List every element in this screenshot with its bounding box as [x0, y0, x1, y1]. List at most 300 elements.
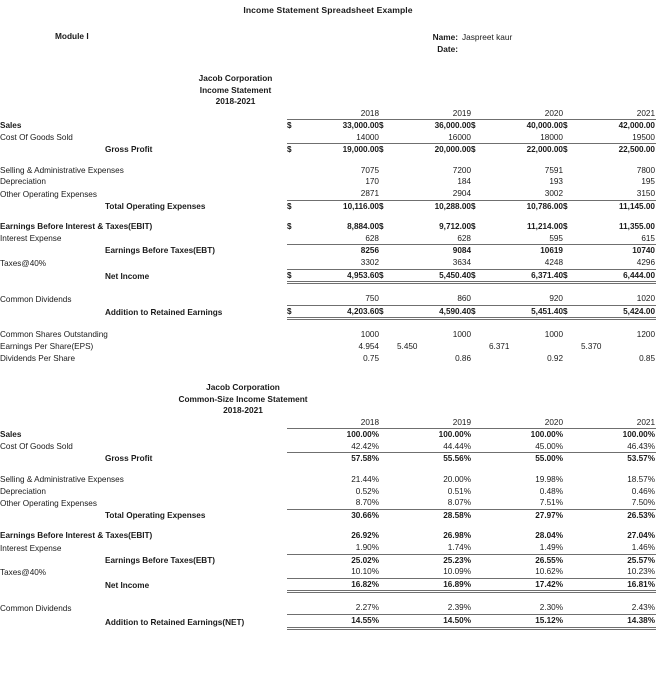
cell-2021: 1.46%	[631, 543, 655, 553]
cell-2018: 10.10%	[351, 567, 379, 577]
table-spacer-row	[0, 156, 656, 165]
pct-spacer-1	[379, 474, 397, 486]
cell-2019: 16000	[448, 132, 471, 142]
table-row	[0, 233, 656, 245]
table-row	[0, 353, 656, 365]
cell-2020: 18000	[540, 132, 563, 142]
spacer-cell	[0, 465, 656, 474]
cell-2018: 19,000.00	[305, 144, 379, 156]
income-statement-table	[0, 108, 656, 365]
pct-spacer-1	[379, 453, 397, 465]
cell-2021: 5.370	[581, 342, 602, 351]
date-value	[458, 43, 462, 55]
currency-symbol-3	[563, 329, 581, 341]
pct-spacer-2	[471, 554, 489, 566]
pct-spacer-1	[379, 602, 397, 614]
currency-symbol-3	[563, 233, 581, 245]
currency-symbol-0	[287, 293, 305, 305]
cell-2021: 7.50%	[631, 498, 655, 508]
row-label: Common Dividends	[0, 603, 72, 613]
row-label: Other Operating Expenses	[0, 189, 97, 199]
cell-2018: 4.954	[358, 342, 379, 351]
date-row	[427, 43, 512, 55]
cell-2018: 8,884.00	[347, 222, 379, 232]
cell-2021: 53.57%	[581, 453, 655, 465]
cell-2020: 17.42%	[489, 578, 563, 592]
pct-spacer-3	[563, 429, 581, 441]
pct-spacer-2	[471, 509, 489, 521]
pct-spacer-0	[287, 429, 305, 441]
name-label: Name:	[432, 32, 458, 42]
table-row	[0, 429, 656, 441]
pct-spacer-3	[563, 497, 581, 509]
currency-symbol-3	[563, 341, 581, 353]
cell-2020: 10,786.00	[489, 200, 563, 212]
header-currency-spacer-3	[563, 108, 581, 120]
pct-spacer-0	[287, 453, 305, 465]
row-label: Addition to Retained Earnings	[105, 308, 223, 318]
cell-2018: 0.75	[363, 353, 379, 363]
table-row	[0, 293, 656, 305]
name-value: Jaspreet kaur	[462, 32, 513, 42]
statement-1-period: 2018-2021	[215, 96, 256, 106]
column-header-s2-2018: 2018	[360, 417, 379, 427]
pct-spacer-1	[379, 497, 397, 509]
table-row	[0, 221, 656, 233]
table-spacer-row	[0, 319, 656, 330]
cell-2019: 7200	[452, 165, 471, 175]
pct-spacer-1	[379, 530, 397, 542]
pct-spacer-3	[563, 441, 581, 453]
cell-2021: 46.43%	[627, 441, 655, 451]
pct-spacer-1	[379, 566, 397, 578]
pct-spacer-3	[563, 578, 581, 592]
cell-2021: 10740	[581, 245, 655, 257]
row-label: Gross Profit	[105, 145, 153, 155]
statement-1-company: Jacob Corporation	[198, 73, 273, 83]
currency-symbol-2	[471, 245, 489, 257]
cell-2020: 15.12%	[489, 615, 563, 629]
cell-2019: 2.39%	[447, 603, 471, 613]
cell-2020: 595	[549, 233, 563, 243]
currency-symbol-1	[379, 132, 397, 144]
pct-spacer-1	[379, 542, 397, 554]
pct-spacer-1	[379, 554, 397, 566]
cell-2018: 8.70%	[355, 498, 379, 508]
cell-2018: 42.42%	[351, 441, 379, 451]
row-label: Selling & Administrative Expenses	[0, 475, 124, 485]
cell-2020: 1.49%	[539, 543, 563, 553]
currency-symbol-1	[379, 176, 397, 188]
cell-2020: 0.92	[547, 353, 563, 363]
currency-symbol-1: $	[379, 120, 397, 132]
currency-symbol-1	[379, 245, 397, 257]
cell-2018: 30.66%	[305, 509, 379, 521]
table-row	[0, 530, 656, 542]
row-label: Interest Expense	[0, 234, 62, 244]
cell-2018: 100.00%	[305, 429, 379, 441]
row-label: Selling & Administrative Expenses	[0, 165, 124, 175]
cell-2020: 920	[549, 294, 563, 304]
currency-symbol-1	[379, 188, 397, 200]
currency-symbol-2: $	[471, 200, 489, 212]
row-label: Cost Of Goods Sold	[0, 133, 73, 143]
table-row	[0, 341, 656, 353]
currency-symbol-1	[379, 353, 397, 365]
cell-2018: 25.02%	[305, 554, 379, 566]
cell-2021: 11,355.00	[619, 222, 655, 232]
spacer-cell	[0, 521, 656, 530]
cell-2018: 7075	[360, 165, 379, 175]
pct-spacer-2	[471, 578, 489, 592]
pct-spacer-0	[287, 542, 305, 554]
cell-2018: 14000	[356, 132, 379, 142]
cell-2019: 20.00%	[443, 475, 471, 485]
currency-symbol-2: $	[471, 305, 489, 319]
table-row	[0, 305, 656, 319]
table-header-row	[0, 417, 656, 429]
column-header-s2-2019: 2019	[452, 417, 471, 427]
cell-2021: 0.85	[639, 353, 655, 363]
table-row	[0, 474, 656, 486]
cell-2020: 7591	[544, 165, 563, 175]
pct-spacer-3	[563, 602, 581, 614]
table-spacer-row	[0, 521, 656, 530]
column-header-s1-2019: 2019	[452, 108, 471, 118]
row-label: Net Income	[105, 581, 150, 591]
currency-symbol-0	[287, 329, 305, 341]
cell-2020: 1000	[544, 330, 563, 340]
currency-symbol-0	[287, 353, 305, 365]
currency-symbol-2	[471, 353, 489, 365]
cell-2018: 26.92%	[351, 531, 379, 541]
table-spacer-row	[0, 592, 656, 603]
header-currency-spacer-2	[471, 108, 489, 120]
page-title: Income Statement Spreadsheet Example	[243, 5, 413, 15]
cell-2019: 5,450.40	[397, 269, 471, 283]
column-header-s1-2018: 2018	[360, 108, 379, 118]
pct-spacer-2	[471, 453, 489, 465]
header-label-cell	[0, 108, 287, 120]
row-label: Sales	[0, 430, 22, 440]
currency-symbol-3: $	[563, 120, 581, 132]
cell-2019: 4,590.40	[397, 305, 471, 319]
cell-2021: 42,000.00	[581, 120, 655, 132]
pct-spacer-1	[379, 509, 397, 521]
cell-2018: 2871	[360, 189, 379, 199]
header-currency-spacer-0	[287, 108, 305, 120]
column-header-s1-2020: 2020	[544, 108, 563, 118]
pct-spacer-3	[563, 542, 581, 554]
table-row	[0, 578, 656, 592]
cell-2019: 860	[457, 294, 471, 304]
cell-2021: 7800	[636, 165, 655, 175]
cell-2021: 2.43%	[631, 603, 655, 613]
currency-symbol-0: $	[287, 144, 305, 156]
row-label: Depreciation	[0, 486, 46, 496]
cell-2021: 3150	[636, 189, 655, 199]
pct-spacer-1	[379, 441, 397, 453]
currency-symbol-0	[287, 176, 305, 188]
cell-2019: 1000	[452, 330, 471, 340]
table-row	[0, 542, 656, 554]
table-row	[0, 269, 656, 283]
row-label: Taxes@40%	[0, 567, 47, 577]
table-row	[0, 188, 656, 200]
row-label: Common Dividends	[0, 294, 72, 304]
row-label: Total Operating Expenses	[105, 510, 206, 520]
currency-symbol-0: $	[287, 222, 292, 232]
cell-2020: 100.00%	[489, 429, 563, 441]
cell-2021: 27.04%	[627, 531, 655, 541]
statement-2-name: Common-Size Income Statement	[178, 393, 308, 404]
currency-symbol-0	[287, 341, 305, 353]
cell-2020: 19.98%	[535, 475, 563, 485]
table-row	[0, 554, 656, 566]
currency-symbol-3: $	[563, 222, 568, 232]
cell-2021: 22,500.00	[581, 144, 655, 156]
column-header-s1-2021: 2021	[636, 108, 655, 118]
currency-symbol-1: $	[379, 200, 397, 212]
pct-spacer-0	[287, 602, 305, 614]
cell-2018: 170	[365, 177, 379, 187]
currency-symbol-3: $	[563, 144, 581, 156]
row-label: Earnings Before Interest & Taxes(EBIT)	[0, 222, 153, 232]
statement-1-name: Income Statement	[199, 84, 272, 95]
pct-spacer-2	[471, 429, 489, 441]
date-label: Date:	[437, 44, 458, 54]
table-row	[0, 132, 656, 144]
currency-symbol-0	[287, 257, 305, 269]
row-label: Addition to Retained Earnings(NET)	[105, 617, 245, 627]
currency-symbol-0	[287, 233, 305, 245]
pct-spacer-3	[563, 453, 581, 465]
currency-symbol-2	[471, 176, 489, 188]
cell-2018: 0.52%	[355, 486, 379, 496]
cell-2018: 1000	[360, 330, 379, 340]
cell-2018: 628	[365, 233, 379, 243]
currency-symbol-1: $	[379, 144, 397, 156]
pct-spacer-3	[563, 554, 581, 566]
currency-symbol-1	[379, 257, 397, 269]
cell-2019: 1.74%	[447, 543, 471, 553]
header-currency-spacer-3	[563, 417, 581, 429]
row-label: Earnings Per Share(EPS)	[0, 342, 94, 351]
cell-2018: 33,000.00	[305, 120, 379, 132]
currency-symbol-3	[563, 176, 581, 188]
pct-spacer-3	[563, 615, 581, 629]
currency-symbol-3	[563, 245, 581, 257]
cell-2021: 4296	[636, 258, 655, 268]
table-row	[0, 486, 656, 498]
cell-2019: 8.07%	[447, 498, 471, 508]
cell-2020: 5,451.40	[489, 305, 563, 319]
cell-2019: 2904	[452, 189, 471, 199]
currency-symbol-3	[563, 293, 581, 305]
cell-2021: 1200	[636, 330, 655, 340]
currency-symbol-1	[379, 233, 397, 245]
table-row	[0, 441, 656, 453]
table-spacer-row	[0, 465, 656, 474]
currency-symbol-1	[379, 329, 397, 341]
table-spacer-row	[0, 283, 656, 294]
currency-symbol-2	[471, 132, 489, 144]
currency-symbol-0: $	[287, 120, 305, 132]
currency-symbol-2: $	[471, 269, 489, 283]
cell-2020: 45.00%	[535, 441, 563, 451]
currency-symbol-1: $	[379, 305, 397, 319]
row-label: Total Operating Expenses	[105, 201, 206, 211]
statement-2-company: Jacob Corporation	[206, 382, 280, 393]
cell-2020: 3002	[544, 189, 563, 199]
pct-spacer-2	[471, 615, 489, 629]
currency-symbol-0	[287, 132, 305, 144]
cell-2019: 20,000.00	[397, 144, 471, 156]
table-row	[0, 497, 656, 509]
currency-symbol-3	[563, 165, 581, 177]
table-header-row	[0, 108, 656, 120]
cell-2019: 184	[457, 177, 471, 187]
spacer-cell	[0, 212, 656, 221]
currency-symbol-2	[471, 165, 489, 177]
currency-symbol-3	[563, 132, 581, 144]
currency-symbol-2: $	[471, 144, 489, 156]
currency-symbol-2: $	[471, 222, 476, 232]
cell-2020: 0.48%	[539, 486, 563, 496]
spacer-cell	[0, 156, 656, 165]
cell-2020: 40,000.00	[489, 120, 563, 132]
cell-2019: 9,712.00	[439, 222, 471, 232]
pct-spacer-0	[287, 497, 305, 509]
currency-symbol-2	[471, 233, 489, 245]
currency-symbol-2	[471, 188, 489, 200]
cell-2018: 4,953.60	[305, 269, 379, 283]
cell-2021: 0.46%	[631, 486, 655, 496]
cell-2018: 14.55%	[305, 615, 379, 629]
currency-symbol-3	[563, 257, 581, 269]
cell-2018: 57.58%	[305, 453, 379, 465]
currency-symbol-0: $	[287, 269, 305, 283]
currency-symbol-1: $	[379, 269, 397, 283]
currency-symbol-0: $	[287, 305, 305, 319]
cell-2021: 11,145.00	[581, 200, 655, 212]
currency-symbol-1	[379, 341, 397, 353]
cell-2021: 615	[641, 233, 655, 243]
row-label: Gross Profit	[105, 454, 153, 464]
table-row	[0, 257, 656, 269]
pct-spacer-2	[471, 530, 489, 542]
row-label: Sales	[0, 121, 22, 131]
pct-spacer-3	[563, 566, 581, 578]
cell-2019: 25.23%	[397, 554, 471, 566]
cell-2018: 8256	[305, 245, 379, 257]
table-row	[0, 566, 656, 578]
row-label: Earnings Before Interest & Taxes(EBIT)	[0, 531, 153, 541]
module-label: Module I	[55, 31, 89, 41]
currency-symbol-1	[379, 293, 397, 305]
pct-spacer-2	[471, 474, 489, 486]
cell-2018: 3302	[360, 258, 379, 268]
cell-2021: 10.23%	[627, 567, 655, 577]
cell-2021: 14.38%	[581, 615, 655, 629]
cell-2021: 25.57%	[581, 554, 655, 566]
cell-2019: 44.44%	[443, 441, 471, 451]
pct-spacer-3	[563, 509, 581, 521]
cell-2019: 0.86	[455, 353, 471, 363]
pct-spacer-0	[287, 530, 305, 542]
row-label: Earnings Before Taxes(EBT)	[105, 555, 215, 565]
cell-2018: 16.82%	[305, 578, 379, 592]
cell-2020: 7.51%	[539, 498, 563, 508]
cell-2019: 55.56%	[397, 453, 471, 465]
spacer-cell	[0, 319, 656, 330]
pct-spacer-2	[471, 486, 489, 498]
name-row	[427, 31, 512, 43]
currency-symbol-0	[287, 188, 305, 200]
pct-spacer-2	[471, 441, 489, 453]
currency-symbol-0	[287, 245, 305, 257]
row-label: Dividends Per Share	[0, 353, 76, 363]
cell-2021: 5,424.00	[581, 305, 655, 319]
pct-spacer-1	[379, 615, 397, 629]
currency-symbol-3	[563, 353, 581, 365]
cell-2019: 0.51%	[447, 486, 471, 496]
table-row	[0, 329, 656, 341]
cell-2020: 2.30%	[539, 603, 563, 613]
pct-spacer-2	[471, 497, 489, 509]
cell-2021: 195	[641, 177, 655, 187]
cell-2019: 28.58%	[397, 509, 471, 521]
header-currency-spacer-0	[287, 417, 305, 429]
column-header-s2-2021: 2021	[636, 417, 655, 427]
header-currency-spacer-1	[379, 108, 397, 120]
cell-2019: 10.09%	[443, 567, 471, 577]
pct-spacer-3	[563, 474, 581, 486]
table-row	[0, 200, 656, 212]
currency-symbol-2	[471, 257, 489, 269]
row-label: Depreciation	[0, 177, 46, 187]
pct-spacer-0	[287, 554, 305, 566]
statement-1-heading	[0, 73, 656, 108]
cell-2021: 1020	[636, 294, 655, 304]
cell-2021: 26.53%	[581, 509, 655, 521]
pct-spacer-0	[287, 509, 305, 521]
cell-2018: 21.44%	[351, 475, 379, 485]
currency-symbol-3: $	[563, 305, 581, 319]
name-date-block	[427, 31, 512, 55]
header-label-cell	[0, 417, 287, 429]
pct-spacer-0	[287, 615, 305, 629]
cell-2018: 1.90%	[355, 543, 379, 553]
currency-symbol-3: $	[563, 269, 581, 283]
cell-2021: 19500	[632, 132, 655, 142]
cell-2020: 6,371.40	[489, 269, 563, 283]
row-label: Net Income	[105, 272, 150, 282]
pct-spacer-0	[287, 486, 305, 498]
currency-symbol-1	[379, 165, 397, 177]
pct-spacer-0	[287, 474, 305, 486]
cell-2020: 6.371	[489, 342, 510, 351]
row-label: Interest Expense	[0, 543, 62, 553]
pct-spacer-0	[287, 578, 305, 592]
cell-2019: 16.89%	[397, 578, 471, 592]
cell-2019: 9084	[397, 245, 471, 257]
pct-spacer-2	[471, 542, 489, 554]
statement-2-period: 2018-2021	[223, 405, 263, 416]
pct-spacer-1	[379, 578, 397, 592]
cell-2020: 28.04%	[535, 531, 563, 541]
cell-2019: 5.450	[397, 342, 418, 351]
